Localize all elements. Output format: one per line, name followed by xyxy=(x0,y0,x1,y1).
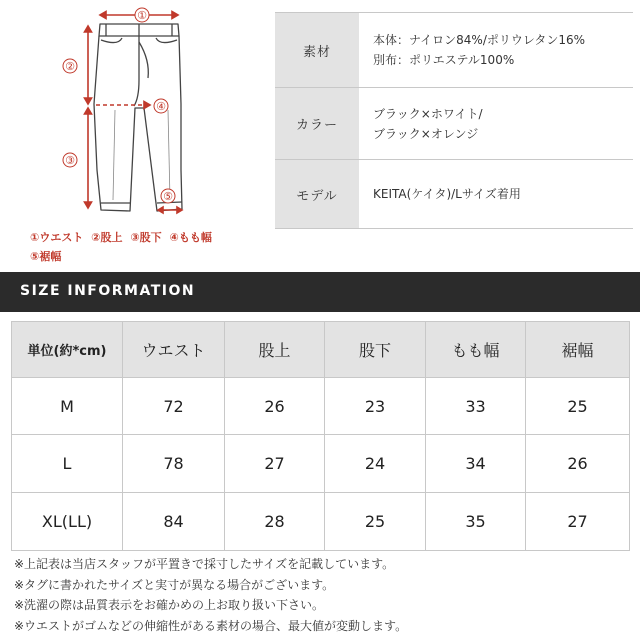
spec-row-material xyxy=(275,12,633,88)
banner-title: SIZE INFORMATION xyxy=(20,283,196,299)
legend-hem: ⑤裾幅 xyxy=(30,250,62,263)
table-cell: 24 xyxy=(325,435,426,493)
spec-label: 素材 xyxy=(275,13,359,87)
legend-thigh: ④もも幅 xyxy=(169,231,212,244)
table-cell: 25 xyxy=(526,378,630,435)
spec-line: KEITA(ケイタ)/Lサイズ着用 xyxy=(373,187,521,201)
spec-label: カラー xyxy=(275,88,359,159)
table-cell: 72 xyxy=(123,378,225,435)
spec-label: モデル xyxy=(275,160,359,228)
legend-rise: ②股上 xyxy=(91,231,123,244)
table-cell: 27 xyxy=(526,493,630,551)
marker-5: ⑤ xyxy=(163,190,173,203)
note-line: ※タグに書かれたサイズと実寸が異なる場合がございます。 xyxy=(14,577,335,592)
header-thigh: もも幅 xyxy=(426,322,526,378)
marker-1: ① xyxy=(137,9,147,22)
table-cell: 26 xyxy=(225,378,325,435)
notes xyxy=(14,554,407,636)
table-cell: 27 xyxy=(225,435,325,493)
spec-value xyxy=(359,160,633,228)
table-cell: 84 xyxy=(123,493,225,551)
table-cell: 78 xyxy=(123,435,225,493)
note-line: ※洗濯の際は品質表示をお確かめの上お取り扱い下さい。 xyxy=(14,598,325,612)
header-hem: 裾幅 xyxy=(526,322,630,378)
table-row xyxy=(12,435,630,493)
table-cell: 35 xyxy=(426,493,526,551)
table-cell: 28 xyxy=(225,493,325,551)
spec-line: 本体：ナイロン84%/ポリウレタン16% xyxy=(373,33,586,47)
spec-line: 別布：ポリエステル100% xyxy=(373,53,515,67)
table-cell: 25 xyxy=(325,493,426,551)
spec-row-model xyxy=(275,160,633,229)
pants-measurement-diagram xyxy=(0,0,260,270)
spec-line: ブラック×オレンジ xyxy=(373,126,479,141)
header-rise: 股上 xyxy=(225,322,325,378)
size-info-banner xyxy=(0,272,640,312)
note-line: ※ウエストがゴムなどの伸縮性がある素材の場合、最大値が変動します。 xyxy=(14,618,408,633)
measurement-legend xyxy=(30,229,216,245)
legend-inseam: ③股下 xyxy=(130,231,162,244)
product-spec-table xyxy=(275,12,633,229)
marker-4: ④ xyxy=(156,100,166,113)
table-cell: 33 xyxy=(426,378,526,435)
header-unit: 単位(約*cm) xyxy=(12,322,123,378)
size-table-header xyxy=(12,322,630,378)
table-cell: 26 xyxy=(526,435,630,493)
table-cell: 23 xyxy=(325,378,426,435)
size-label: M xyxy=(12,378,123,435)
marker-2: ② xyxy=(65,60,75,73)
spec-value xyxy=(359,13,633,87)
header-inseam: 股下 xyxy=(325,322,426,378)
pants-illustration xyxy=(0,0,260,228)
measurement-legend-row2 xyxy=(30,248,65,264)
spec-line: ブラック×ホワイト/ xyxy=(373,106,483,121)
size-label: L xyxy=(12,435,123,493)
marker-3: ③ xyxy=(65,154,75,167)
spec-row-color xyxy=(275,88,633,160)
legend-waist: ①ウエスト xyxy=(30,231,84,244)
spec-value xyxy=(359,88,633,159)
size-table xyxy=(11,321,630,551)
note-line: ※上記表は当店スタッフが平置きで採寸したサイズを記載しています。 xyxy=(14,557,395,571)
table-row xyxy=(12,493,630,551)
table-row xyxy=(12,378,630,435)
table-cell: 34 xyxy=(426,435,526,493)
size-label: XL(LL) xyxy=(12,493,123,551)
header-waist: ウエスト xyxy=(123,322,225,378)
